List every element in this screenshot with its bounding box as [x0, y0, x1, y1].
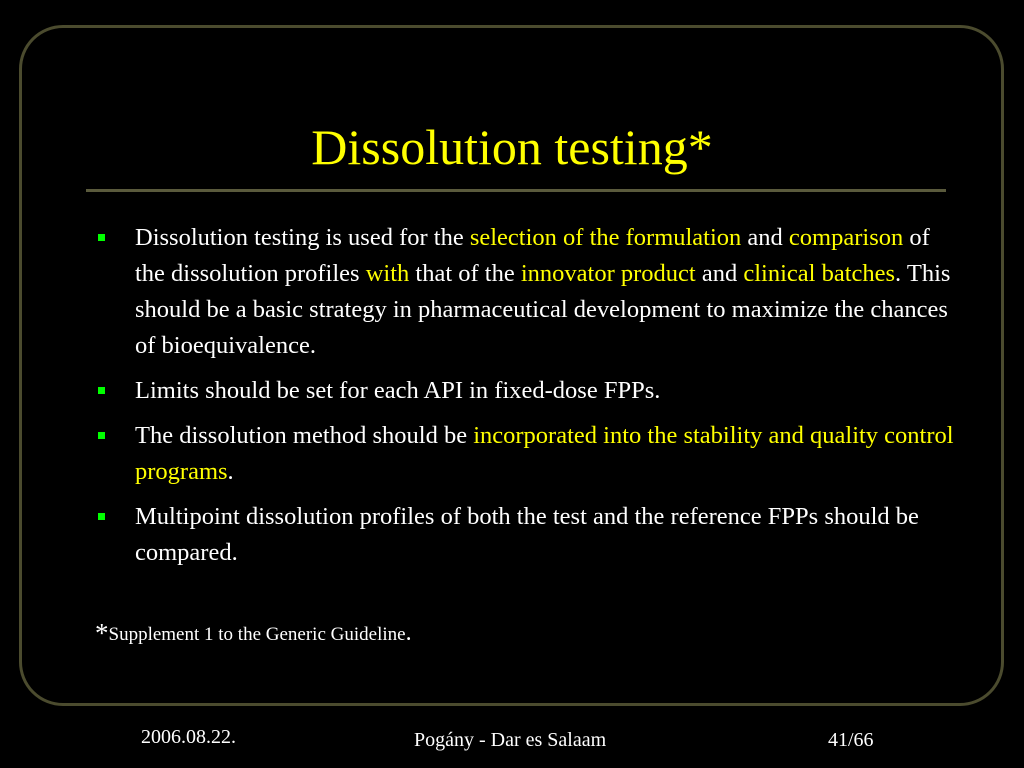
bullet-text: that of the [409, 260, 521, 287]
highlighted-text: innovator product [520, 260, 696, 287]
bullet-text: The dissolution method should be [135, 422, 474, 449]
page-number: 41/66 [828, 729, 874, 751]
square-bullet-icon [98, 234, 105, 241]
highlighted-text: with [365, 260, 410, 287]
bullet-text: . This should be a basic strategy in pharmaceutical development to maximize the chances of bioequivalence. [135, 260, 951, 359]
square-bullet-icon [98, 432, 105, 439]
footnote-text: Supplement 1 to the Generic Guideline [108, 624, 406, 645]
highlighted-text: comparison [788, 224, 904, 251]
slide-title: Dissolution testing* [311, 119, 713, 175]
bullet-list [95, 220, 955, 580]
bullet-item [95, 418, 955, 490]
square-bullet-icon [98, 513, 105, 520]
highlighted-text: clinical batches [743, 260, 896, 287]
bullet-item [95, 373, 955, 409]
bullet-text: and [741, 224, 789, 251]
footer-date: 2006.08.22. [141, 726, 236, 748]
highlighted-text: incorporated into the stability and quality control programs [135, 422, 954, 485]
footnote [95, 615, 412, 653]
square-bullet-icon [98, 387, 105, 394]
bullet-text: Dissolution testing is used for the [135, 224, 470, 251]
bullet-text: of the dissolution profiles [135, 224, 930, 287]
bullet-text: Limits should be set for each API in fixed-dose FPPs. [135, 377, 661, 404]
highlighted-text: selection of the formulation [469, 224, 742, 251]
bullet-item [95, 499, 955, 571]
bullet-text: and [695, 260, 744, 287]
bullet-text: Multipoint dissolution profiles of both the test and the reference FPPs should be compared. [135, 503, 919, 566]
bullet-item [95, 220, 955, 364]
bullet-text: . [227, 458, 234, 485]
title-divider [86, 189, 946, 192]
footnote-marker: * [95, 618, 109, 648]
footnote-end: . [405, 620, 412, 646]
footer-center-text: Pogány - Dar es Salaam [414, 729, 607, 751]
